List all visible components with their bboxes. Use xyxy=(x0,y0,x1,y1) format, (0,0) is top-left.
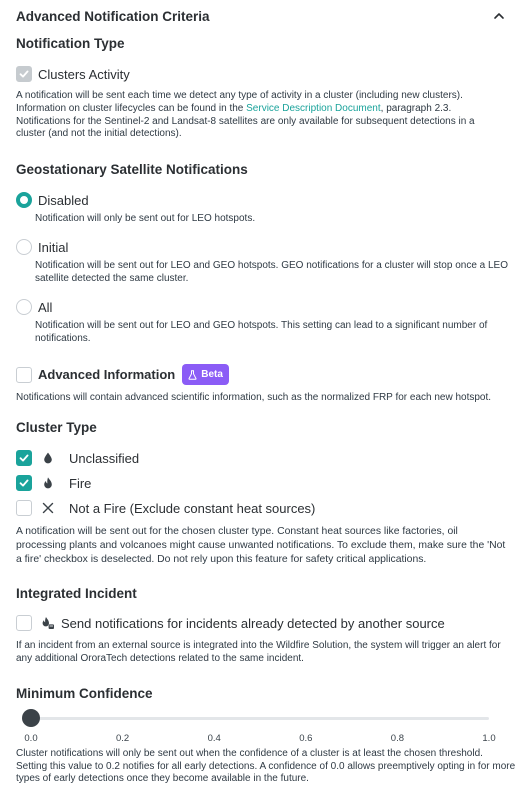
advanced-info-checkbox[interactable] xyxy=(16,367,32,383)
geo-heading: Geostationary Satellite Notifications xyxy=(16,162,248,177)
cluster-type-label: Not a Fire (Exclude constant heat sources) xyxy=(69,500,316,516)
minimum-confidence-heading: Minimum Confidence xyxy=(16,686,153,701)
option-label: Initial xyxy=(38,239,69,255)
integrated-incident-row[interactable] xyxy=(16,615,445,631)
description-text: , paragraph 2.3. Notifications for the Sentinel-2 and Landsat-8 satellites are only available for subsequent detections in a cluster (and not the initial detections). xyxy=(16,102,475,140)
option-description: Notification will be sent out for LEO and GEO hotspots. GEO notifications for a cluster will stop once a LEO satellite detected the same cluster. xyxy=(35,260,509,284)
check-icon xyxy=(18,452,30,464)
integrated-incident-description: If an incident from an external source is integrated into the Wildfire Solution, the system will trigger an alert for any additional OroraTech detections related to the same incident. xyxy=(16,640,501,664)
x-icon xyxy=(41,501,55,515)
incident-fire-icon xyxy=(41,616,55,630)
geo-option-initial[interactable] xyxy=(16,239,68,255)
beta-label: Beta xyxy=(201,369,223,380)
flame-icon xyxy=(41,476,55,490)
check-icon xyxy=(18,68,30,80)
cluster-type-fire[interactable] xyxy=(16,475,91,491)
geo-option-disabled[interactable] xyxy=(16,192,89,208)
confidence-slider-thumb[interactable] xyxy=(22,709,40,727)
radio-initial[interactable] xyxy=(16,239,32,255)
cluster-type-description: A notification will be sent out for the chosen cluster type. Constant heat sources like factories, oil processing plants and volcanoes might cause unwanted notifications. To exclude them, make sure the 'Not a fire' checkbox is deselected. Do not rely upon this feature for safety critical applications. xyxy=(16,526,506,565)
notification-type-heading: Notification Type xyxy=(16,36,125,51)
not-a-fire-checkbox[interactable] xyxy=(16,500,32,516)
cluster-type-unclassified[interactable] xyxy=(16,450,139,466)
cluster-type-label: Fire xyxy=(69,475,92,491)
section-header[interactable] xyxy=(16,6,506,26)
advanced-info-label: Advanced Information xyxy=(38,367,176,382)
unclassified-checkbox[interactable] xyxy=(16,450,32,466)
option-description: Notification will only be sent out for LEO hotspots. xyxy=(35,213,256,224)
radio-disabled[interactable] xyxy=(16,192,32,208)
cluster-type-heading: Cluster Type xyxy=(16,420,97,435)
slider-tick-label: 0.8 xyxy=(390,733,404,744)
geo-option-all[interactable] xyxy=(16,299,52,315)
fire-checkbox[interactable] xyxy=(16,475,32,491)
radio-all[interactable] xyxy=(16,299,32,315)
slider-tick-label: 0.2 xyxy=(115,733,130,744)
notification-type-description xyxy=(16,90,506,141)
clusters-activity-label: Clusters Activity xyxy=(38,66,130,82)
option-label: All xyxy=(38,299,53,315)
section-title: Advanced Notification Criteria xyxy=(16,8,210,24)
option-description: Notification will be sent out for LEO and GEO hotspots. This setting can lead to a significant number of notifications. xyxy=(35,320,488,344)
flask-icon xyxy=(188,370,197,380)
confidence-slider-track[interactable] xyxy=(31,717,489,720)
advanced-info-row[interactable] xyxy=(16,364,229,385)
droplet-icon xyxy=(41,451,55,465)
slider-tick-label: 1.0 xyxy=(482,733,496,744)
integrated-incident-checkbox[interactable] xyxy=(16,615,32,631)
clusters-activity-row[interactable] xyxy=(16,66,130,82)
integrated-incident-heading: Integrated Incident xyxy=(16,586,137,601)
cluster-type-label: Unclassified xyxy=(69,450,140,466)
integrated-incident-label: Send notifications for incidents already detected by another source xyxy=(61,615,445,631)
slider-tick-label: 0.4 xyxy=(207,733,221,744)
advanced-info-description: Notifications will contain advanced scientific information, such as the normalized FRP for each new hotspot. xyxy=(16,392,492,403)
chevron-up-icon[interactable] xyxy=(492,9,506,23)
option-label: Disabled xyxy=(38,192,89,208)
service-description-link[interactable]: Service Description Document xyxy=(246,102,381,114)
slider-tick-label: 0.6 xyxy=(299,733,313,744)
minimum-confidence-description: Cluster notifications will only be sent out when the confidence of a cluster is at least the chosen threshold. Setting this value to 0.2 notifies for all early detections. A confidence of 0.0 allows preemptively opting in for more types of early detections once they become available in the future. xyxy=(16,748,516,785)
beta-badge xyxy=(182,364,229,385)
description-text: A notification will be sent each time we detect any type of activity in a cluster (including new clusters). Information on cluster lifecycles can be found in the xyxy=(16,90,463,114)
check-icon xyxy=(18,477,30,489)
clusters-activity-checkbox[interactable] xyxy=(16,66,32,82)
slider-tick-label: 0.0 xyxy=(24,733,38,744)
cluster-type-not-a-fire[interactable] xyxy=(16,500,315,516)
